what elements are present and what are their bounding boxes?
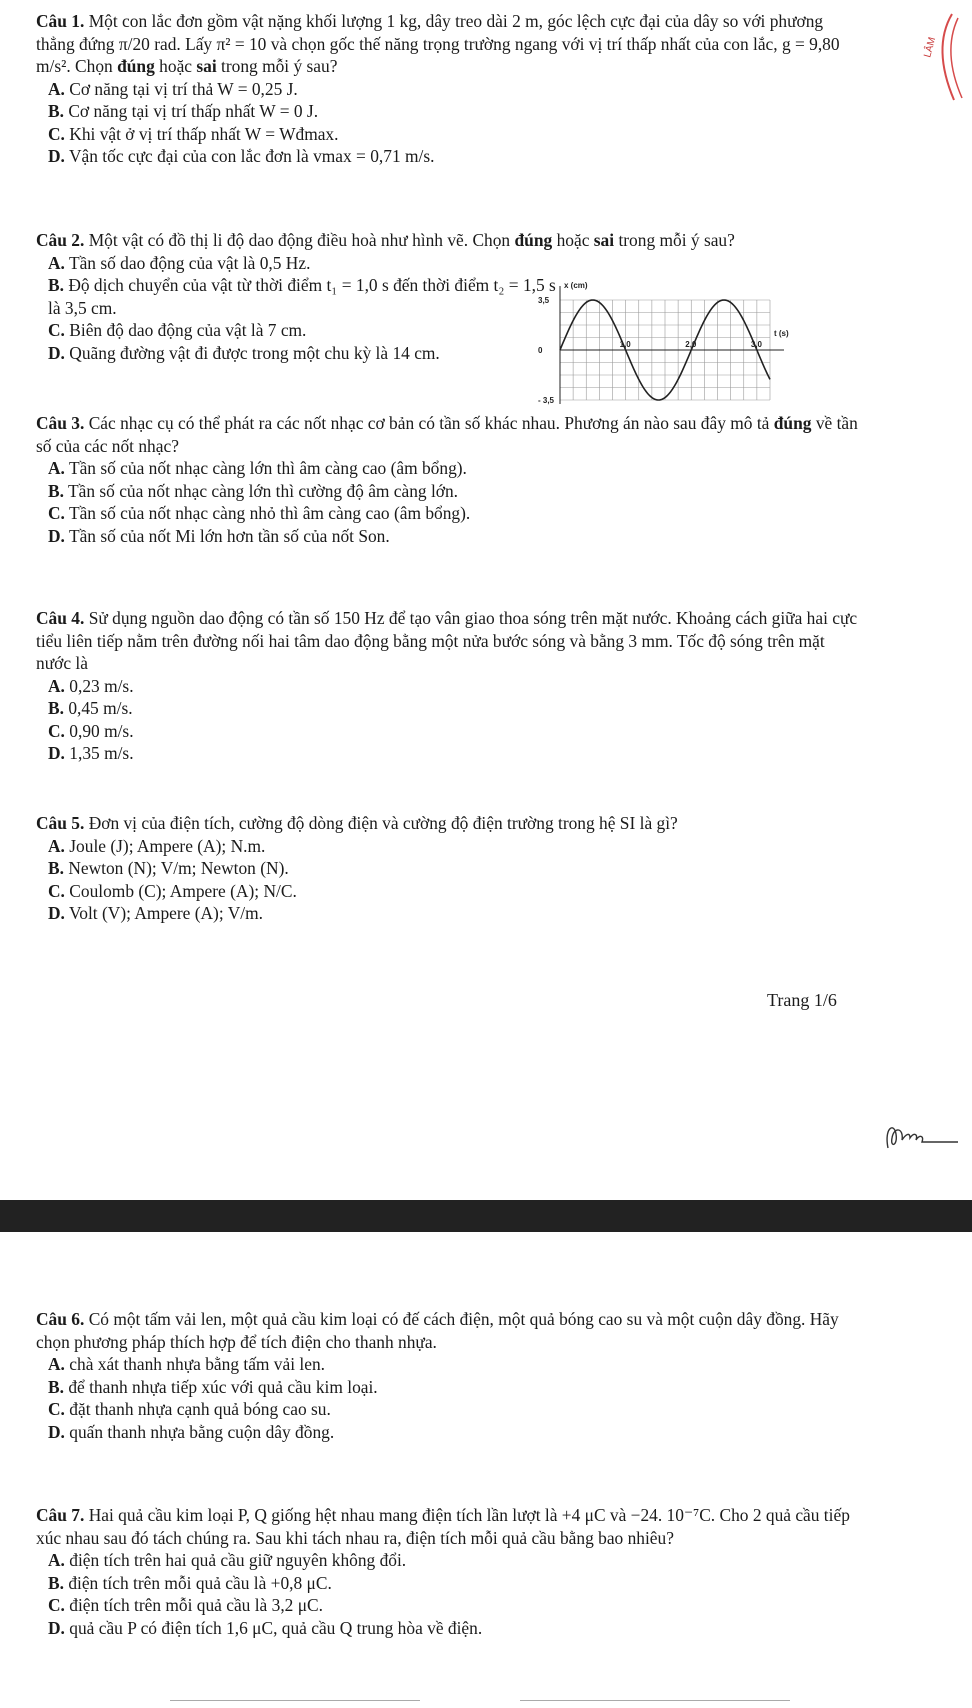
option-key: C.	[48, 320, 65, 340]
option-key: D.	[48, 743, 65, 763]
x-tick-label: 3,0	[750, 340, 762, 349]
question-4	[36, 607, 862, 765]
option-c	[36, 1594, 862, 1617]
question-text: về tần số của các nốt nhạc?	[36, 413, 858, 456]
option-key: D.	[48, 903, 65, 923]
exam-page-2	[0, 1232, 972, 1708]
question-1	[36, 10, 862, 168]
question-text: Có một tấm vải len, một quả cầu kim loại có đế cách điện, một quả bóng cao su và một cuộn dây đồng. Hãy chọn phương pháp thích hợp để tích điện cho thanh nhựa.	[36, 1309, 839, 1352]
option-text: 1,35 m/s.	[69, 743, 134, 763]
y-axis-label: x (cm)	[564, 281, 588, 290]
stamp-mark	[912, 8, 972, 104]
option-text: điện tích trên hai quả cầu giữ nguyên không đổi.	[69, 1550, 407, 1570]
option-key: A.	[48, 1550, 65, 1570]
option-b	[36, 480, 862, 503]
option-key: C.	[48, 880, 65, 901]
option-key: A.	[48, 458, 65, 478]
option-key: B.	[48, 1572, 64, 1593]
x-axis-label: t (s)	[774, 329, 789, 338]
question-text: hoặc	[159, 56, 193, 76]
option-d	[36, 1617, 862, 1640]
option-text: Joule (J); Ampere (A); N.m.	[69, 835, 266, 856]
option-text: Tần số của nốt nhạc càng lớn thì âm càng cao (âm bổng).	[68, 458, 467, 478]
emphasis-true: đúng	[117, 56, 155, 76]
y-tick-label: - 3,5	[538, 396, 555, 405]
option-key: D.	[48, 1617, 65, 1638]
option-key: D.	[48, 525, 65, 546]
y-tick-label: 3,5	[538, 296, 550, 305]
option-key: D.	[48, 146, 65, 166]
option-key: B.	[48, 858, 64, 878]
option-text: Biên độ dao động của vật là 7 cm.	[69, 320, 307, 340]
option-text: 0,23 m/s.	[69, 675, 134, 696]
option-key: B.	[48, 480, 64, 501]
displacement-time-chart	[532, 274, 822, 422]
y-tick-label: 0	[538, 346, 543, 355]
question-text: Các nhạc cụ có thể phát ra các nốt nhạc cơ bản có tần số khác nhau. Phương án nào sau đây mô tả	[88, 413, 770, 433]
option-d	[36, 145, 862, 168]
question-text: Một vật có đồ thị li độ dao động điều hoà như hình vẽ. Chọn	[88, 230, 511, 250]
option-c	[36, 502, 862, 525]
option-text: Quãng đường vật đi được trong một chu kỳ là 14 cm.	[69, 342, 440, 363]
question-text: hoặc	[556, 230, 590, 250]
option-text: quả cầu P có điện tích 1,6 μC, quả cầu Q trung hòa về điện.	[69, 1617, 483, 1638]
option-key: D.	[48, 1421, 65, 1442]
option-key: B.	[48, 1376, 64, 1397]
option-c	[36, 720, 862, 743]
question-label: Câu 5.	[36, 813, 85, 833]
emphasis-false: sai	[196, 56, 217, 76]
option-b	[36, 1376, 862, 1399]
option-text: 0,45 m/s.	[68, 698, 133, 718]
option-key: A.	[48, 1354, 65, 1374]
question-label: Câu 1.	[36, 11, 85, 31]
option-text: Tần số dao động của vật là 0,5 Hz.	[68, 252, 311, 273]
question-text: trong mỗi ý sau?	[221, 56, 338, 76]
option-text: Độ dịch chuyển của vật từ thời điểm t₁ = 1,0 s đến thời điểm t₂ = 1,5 s là 3,5 cm.	[48, 275, 556, 318]
question-label: Câu 4.	[36, 608, 85, 628]
signature-mark	[880, 1118, 960, 1154]
page-number: Trang 1/6	[767, 990, 837, 1010]
option-a	[36, 457, 862, 480]
option-key: C.	[48, 1399, 65, 1419]
stamp-text: LÂM	[922, 36, 939, 59]
question-6	[36, 1308, 862, 1443]
option-key: A.	[48, 835, 65, 856]
question-text: trong mỗi ý sau?	[618, 230, 735, 250]
option-b	[36, 697, 862, 720]
option-text: 0,90 m/s.	[69, 720, 134, 741]
option-text: Tần số của nốt Mi lớn hơn tần số của nốt Son.	[68, 525, 390, 546]
option-b	[36, 100, 862, 123]
option-a	[36, 1353, 862, 1376]
option-key: A.	[48, 78, 65, 99]
option-c	[36, 319, 568, 342]
option-c	[36, 880, 862, 903]
option-a	[36, 675, 862, 698]
option-text: Khi vật ở vị trí thấp nhất W = Wđmax.	[69, 123, 339, 144]
option-key: B.	[48, 101, 64, 121]
option-d	[36, 525, 862, 548]
question-text: Sử dụng nguồn dao động có tần số 150 Hz để tạo vân giao thoa sóng trên mặt nước. Khoảng cách giữa hai cực tiểu liên tiếp nằm trên đường nối hai tâm dao động bằng một nửa bước sóng và bằng 3 mm. Tốc độ sóng trên mặt nước là	[36, 608, 858, 673]
option-d	[36, 742, 862, 765]
question-5	[36, 812, 862, 925]
option-text: Cơ năng tại vị trí thả W = 0,25 J.	[69, 78, 298, 99]
option-text: Volt (V); Ampere (A); V/m.	[68, 903, 263, 923]
option-text: Cơ năng tại vị trí thấp nhất W = 0 J.	[68, 101, 319, 121]
option-c	[36, 123, 862, 146]
option-key: D.	[48, 342, 65, 363]
option-b	[36, 1572, 862, 1595]
option-text: Newton (N); V/m; Newton (N).	[68, 858, 289, 878]
page-separator	[0, 1200, 972, 1232]
question-3	[36, 412, 862, 547]
option-text: điện tích trên mỗi quả cầu là +0,8 μC.	[68, 1572, 332, 1593]
option-text: Vận tốc cực đại của con lắc đơn là vmax = 0,71 m/s.	[68, 146, 435, 166]
question-text: Một con lắc đơn gồm vật nặng khối lượng 1 kg, dây treo dài 2 m, góc lệch cực đại của dây so với phương thẳng đứng π/20 rad. Lấy π² = 10 và chọn gốc thế năng trọng trường ngang với vị trí thấp nhất của con lắc, g = 9,80 m/s². Chọn	[36, 11, 840, 76]
question-text: Hai quả cầu kim loại P, Q giống hệt nhau mang điện tích lần lượt là +4 μC và −24. 10⁻⁷C. Cho 2 quả cầu tiếp xúc nhau sau đó tách chúng ra. Sau khi tách nhau ra, điện tích mỗi quả cầu bằng bao nhiêu?	[36, 1505, 850, 1548]
emphasis-false: sai	[593, 230, 615, 250]
option-text: Tần số của nốt nhạc càng nhỏ thì âm càng cao (âm bổng).	[68, 503, 471, 523]
option-text: điện tích trên mỗi quả cầu là 3,2 μC.	[69, 1595, 323, 1615]
footer-rule	[520, 1700, 790, 1701]
option-b	[36, 857, 862, 880]
question-label: Câu 2.	[36, 230, 85, 250]
question-label: Câu 3.	[36, 413, 85, 433]
x-tick-label: 2,0	[685, 340, 697, 349]
footer-rule	[170, 1700, 420, 1701]
question-text: Đơn vị của điện tích, cường độ dòng điện và cường độ điện trường trong hệ SI là gì?	[88, 813, 678, 833]
option-key: C.	[48, 123, 65, 144]
option-key: A.	[48, 675, 65, 696]
option-text: chà xát thanh nhựa bằng tấm vải len.	[69, 1354, 325, 1374]
x-tick-label: 1,0	[619, 340, 631, 349]
option-key: B.	[48, 698, 64, 718]
option-text: Coulomb (C); Ampere (A); N/C.	[69, 880, 297, 901]
option-text: Tần số của nốt nhạc càng lớn thì cường độ âm càng lớn.	[68, 480, 459, 501]
question-label: Câu 7.	[36, 1505, 85, 1525]
emphasis-true: đúng	[773, 413, 812, 433]
option-key: A.	[48, 252, 65, 273]
question-label: Câu 6.	[36, 1309, 85, 1329]
emphasis-true: đúng	[514, 230, 553, 250]
option-text: đặt thanh nhựa cạnh quả bóng cao su.	[69, 1399, 331, 1419]
option-a	[36, 252, 568, 275]
option-text: để thanh nhựa tiếp xúc với quả cầu kim loại.	[68, 1376, 378, 1397]
option-a	[36, 78, 862, 101]
option-d	[36, 902, 862, 925]
question-7	[36, 1504, 862, 1639]
option-key: C.	[48, 720, 65, 741]
option-text: quấn thanh nhựa bằng cuộn dây đồng.	[69, 1421, 335, 1442]
option-d	[36, 342, 568, 365]
option-c	[36, 1398, 862, 1421]
option-key: B.	[48, 275, 64, 295]
option-key: C.	[48, 503, 65, 523]
option-key: C.	[48, 1595, 65, 1615]
option-b	[36, 274, 568, 319]
option-a	[36, 835, 862, 858]
option-a	[36, 1549, 862, 1572]
option-d	[36, 1421, 862, 1444]
